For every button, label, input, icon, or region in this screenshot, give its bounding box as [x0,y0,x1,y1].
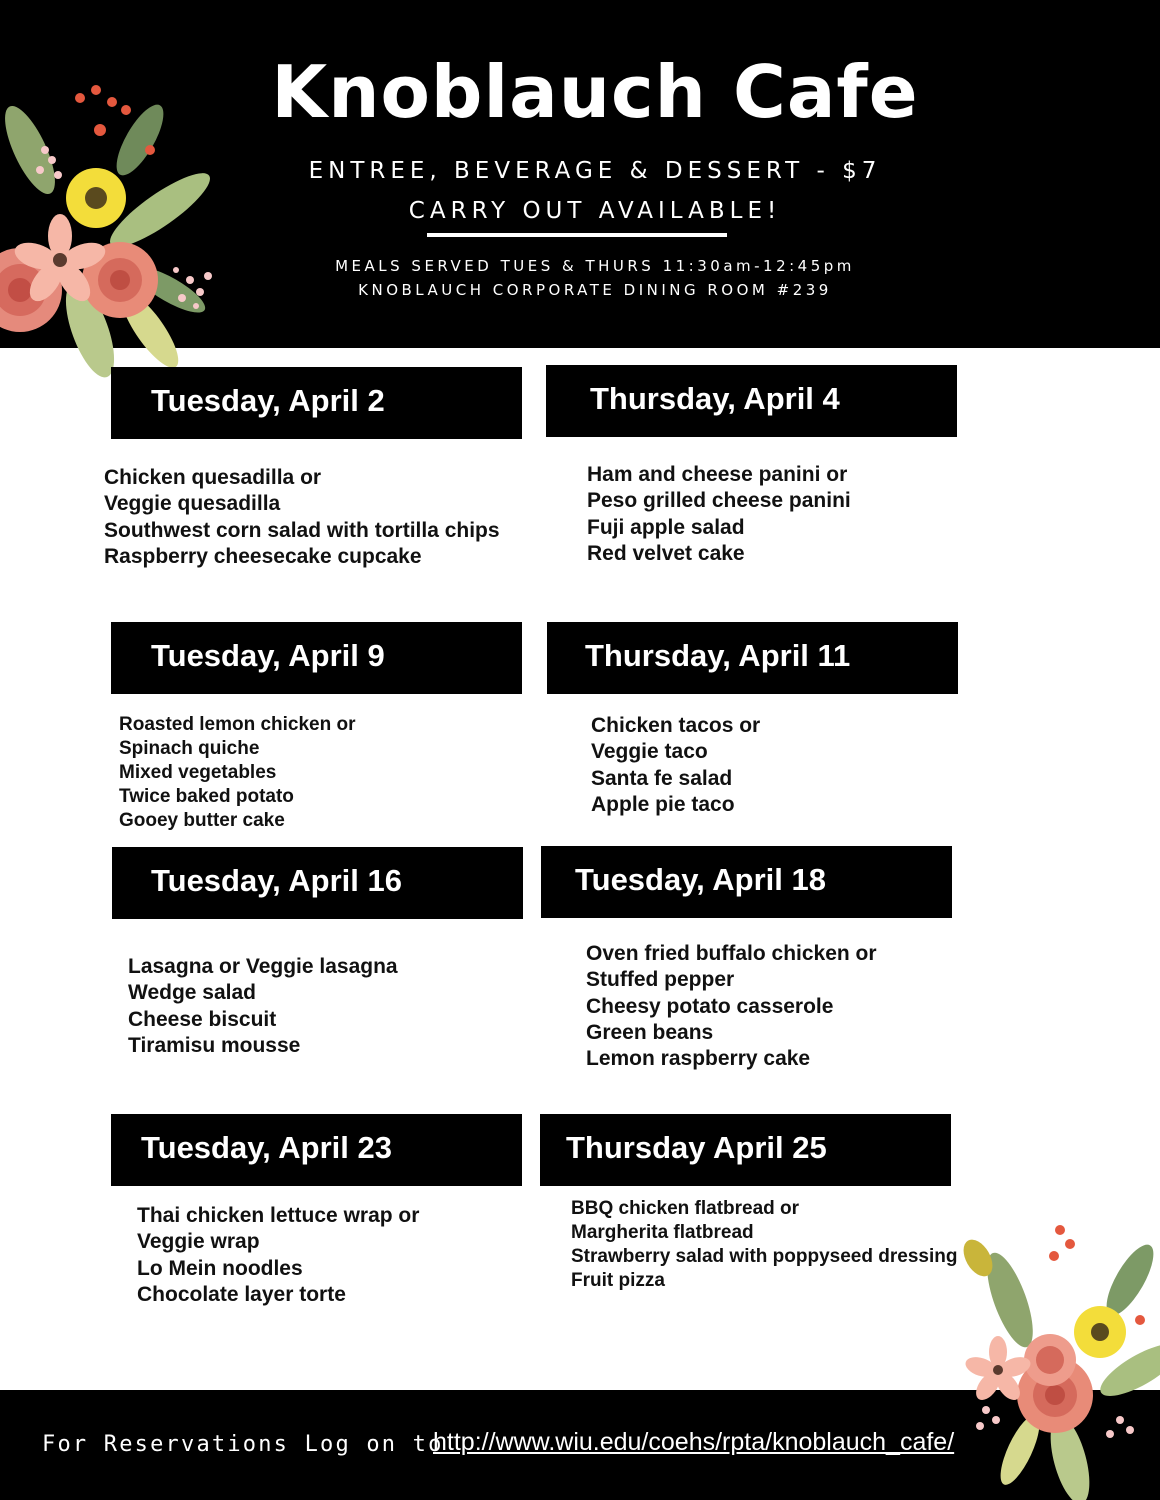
menu-list-april-18 [586,941,877,1072]
menu-item: Mixed vegetables [119,762,277,783]
day-title: Tuesday, April 2 [151,383,385,418]
menu-item: Twice baked potato [119,786,294,807]
day-header-tuesday-april-9 [111,622,522,694]
menu-list-april-16 [128,954,398,1059]
day-header-thursday-april-25 [540,1114,951,1186]
page-title: Knoblauch Cafe [271,50,919,134]
menu-item: Ham and cheese panini or [587,463,848,486]
day-title: Tuesday, April 18 [575,862,826,897]
menu-item: Tiramisu mousse [128,1033,301,1057]
day-header-tuesday-april-23 [111,1114,522,1186]
day-header-thursday-april-11 [547,622,958,694]
menu-item: Gooey butter cake [119,810,285,831]
menu-item: Chocolate layer torte [137,1282,346,1306]
menu-item: BBQ chicken flatbread or [571,1198,800,1219]
menu-list-april-11 [591,713,760,818]
flower-bouquet-icon [0,80,230,380]
day-header-tuesday-april-18 [541,846,952,918]
menu-item: Lasagna or Veggie lasagna [128,955,398,978]
menu-item: Peso grilled cheese panini [587,489,851,513]
menu-item: Veggie wrap [137,1230,260,1254]
dining-location: KNOBLAUCH CORPORATE DINING ROOM #239 [358,281,832,299]
menu-item: Apple pie taco [591,792,735,816]
day-title: Tuesday, April 23 [141,1130,392,1165]
menu-item: Veggie taco [591,740,708,764]
menu-list-april-23 [137,1203,419,1308]
menu-item: Stuffed pepper [586,968,735,992]
menu-item: Oven fried buffalo chicken or [586,942,877,965]
day-header-tuesday-april-16 [112,847,523,919]
day-header-tuesday-april-2 [111,367,522,439]
menu-list-april-25 [571,1197,957,1293]
menu-item: Roasted lemon chicken or [119,714,356,735]
menu-item: Thai chicken lettuce wrap or [137,1204,420,1227]
day-title: Tuesday, April 16 [151,863,402,898]
menu-item: Cheesy potato casserole [586,994,834,1018]
day-title: Thursday, April 11 [585,638,851,673]
menu-item: Veggie quesadilla [104,492,281,516]
menu-item: Strawberry salad with poppyseed dressing [571,1246,958,1267]
menu-item: Chicken tacos or [591,714,761,737]
menu-item: Red velvet cake [587,541,745,565]
meal-hours: MEALS SERVED TUES & THURS 11:30am-12:45pm [335,257,855,275]
day-header-thursday-april-4 [546,365,957,437]
menu-item: Fruit pizza [571,1270,665,1291]
flower-bouquet-icon [950,1220,1160,1500]
menu-item: Spinach quiche [119,738,260,759]
menu-list-april-9 [119,713,356,833]
menu-item: Lo Mein noodles [137,1256,303,1280]
menu-item: Margherita flatbread [571,1222,754,1243]
day-title: Tuesday, April 9 [151,638,385,673]
menu-item: Raspberry cheesecake cupcake [104,544,422,568]
menu-item: Chicken quesadilla or [104,466,322,489]
price-subtitle: ENTREE, BEVERAGE & DESSERT - $7 [308,158,882,184]
menu-item: Fuji apple salad [587,515,745,539]
menu-item: Southwest corn salad with tortilla chips [104,518,500,542]
menu-list-april-2 [104,465,500,570]
day-title: Thursday April 25 [566,1130,827,1165]
menu-item: Wedge salad [128,981,256,1005]
reservation-label: For Reservations Log on to [42,1432,444,1457]
reservation-link[interactable]: http://www.wiu.edu/coehs/rpta/knoblauch_cafe/ [433,1428,955,1456]
menu-item: Lemon raspberry cake [586,1047,811,1071]
menu-item: Cheese biscuit [128,1007,277,1031]
menu-list-april-4 [587,462,851,567]
menu-item: Green beans [586,1020,714,1044]
carry-out-subtitle: CARRY OUT AVAILABLE! [408,198,782,224]
menu-item: Santa fe salad [591,766,733,790]
header-divider [427,233,727,237]
day-title: Thursday, April 4 [590,381,840,416]
